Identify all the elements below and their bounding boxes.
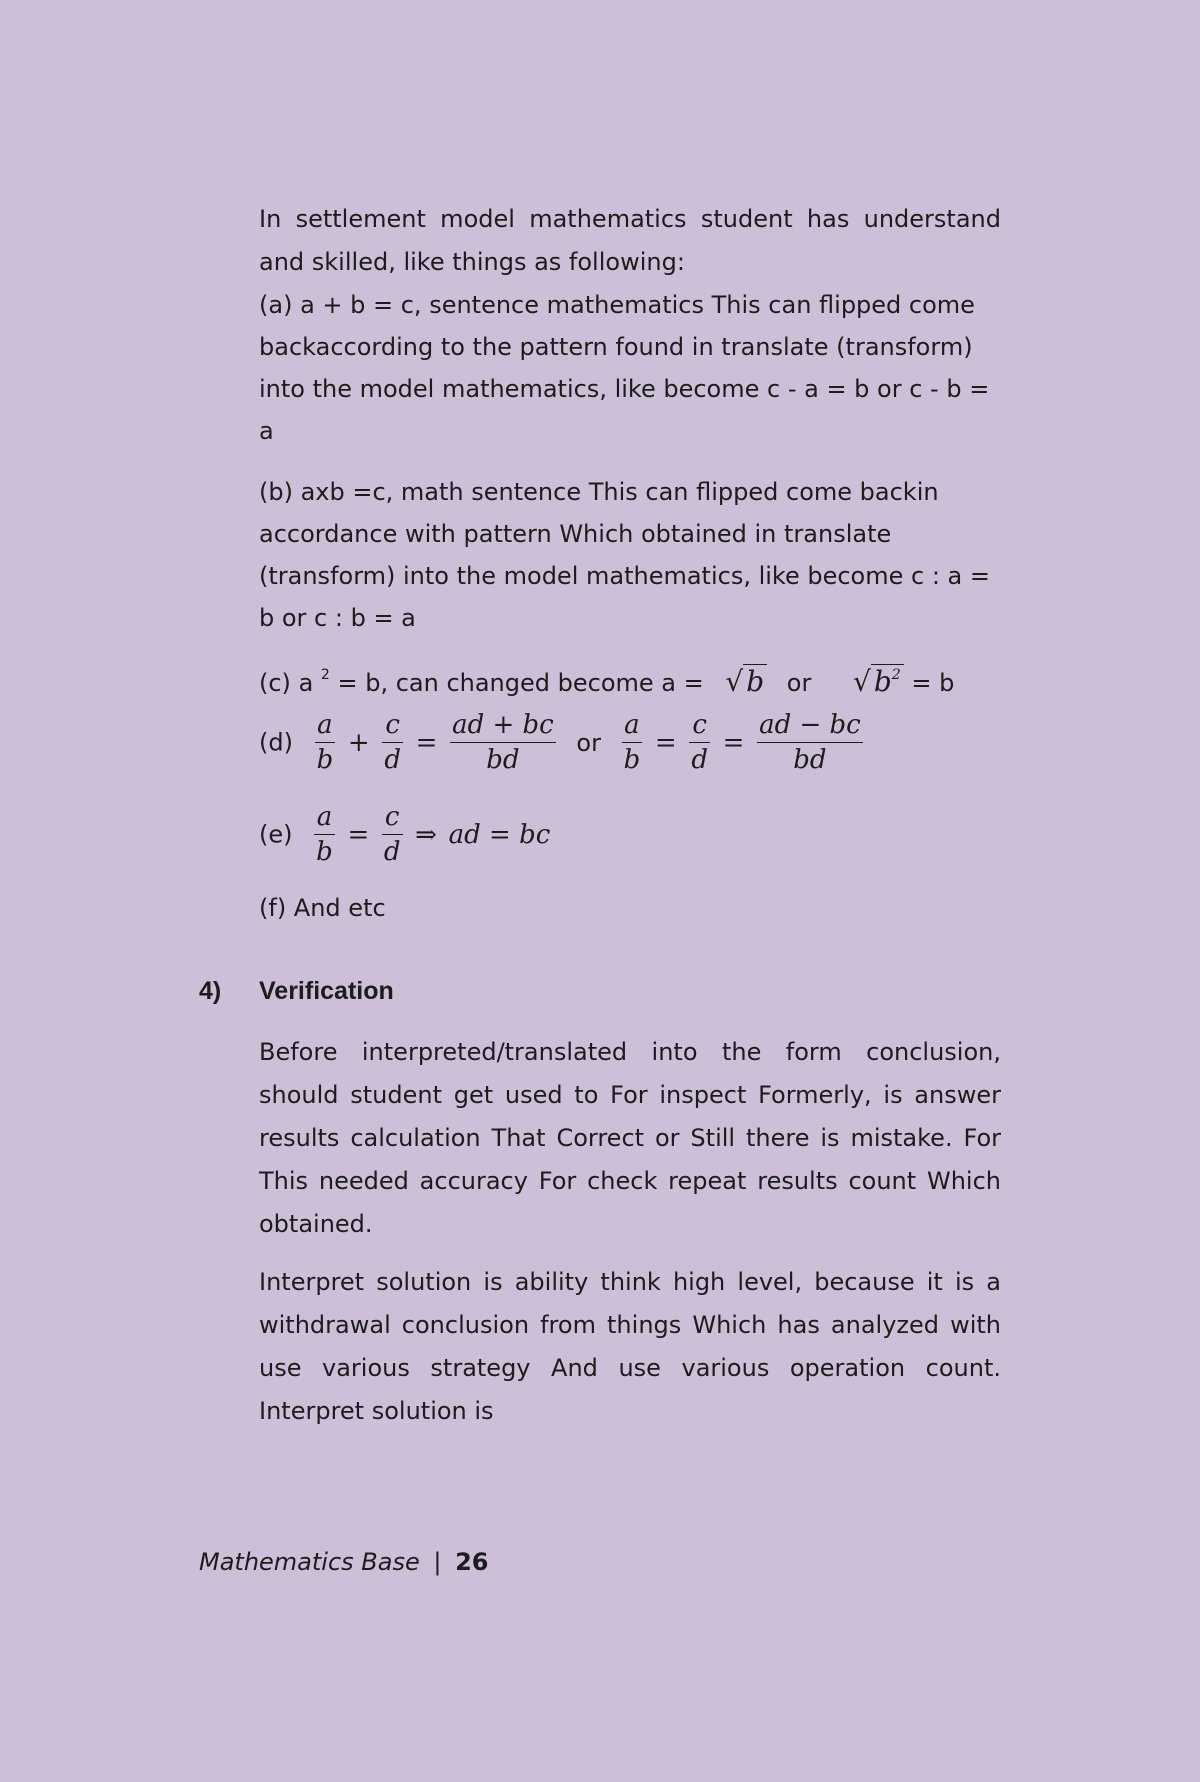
fraction: $\frac{c}{d}$ [383, 802, 401, 867]
item-c-superscript: 2 [320, 667, 330, 683]
page-number: 26 [455, 1548, 489, 1576]
item-c-tail: = b [911, 669, 955, 697]
item-e-label: (e) [259, 820, 293, 849]
item-c-text2: = b, can changed become a = [337, 669, 704, 697]
square-root-b-squared: √ $b^2$ [853, 664, 904, 698]
equals-operator: = [654, 727, 677, 758]
equals-operator: = [415, 727, 438, 758]
item-f: (f) And etc [259, 894, 386, 922]
fraction: $\frac{ad - bc}{bd}$ [759, 710, 861, 775]
item-c-text: a [298, 669, 321, 697]
item-e [259, 800, 552, 869]
item-a: (a) a + b = c, sentence mathematics This can flipped come backaccording to the pattern found in translate (transform) into the model mathematics, like become c - a = b or c - b = a [259, 291, 990, 445]
section-number: 4) [199, 977, 222, 1005]
implies-arrow: ⇒ [415, 819, 437, 850]
fraction: $\frac{c}{d}$ [384, 710, 401, 775]
fraction: $\frac{a}{b}$ [316, 710, 334, 775]
item-c [259, 660, 954, 698]
plus-operator: + [347, 727, 370, 758]
item-d-or: or [576, 728, 601, 757]
equals-operator: = [347, 819, 370, 850]
item-b: (b) axb =c, math sentence This can flipped come backin accordance with pattern Which obtained in translate (transform) into the model mathematics, like become c : a = b or c : b = a [259, 478, 990, 632]
item-c-or: or [786, 669, 812, 697]
verification-paragraph-1: Before interpreted/translated into the form conclusion, should student get used to For inspect Formerly, is answer results calculation That Correct or Still there is mistake. For This needed accuracy For check repeat results count Which obtained. [259, 1038, 1001, 1238]
footer-book-title: Mathematics Base [199, 1548, 420, 1576]
fraction: $\frac{a}{b}$ [623, 710, 641, 775]
fraction: $\frac{a}{b}$ [316, 802, 333, 867]
intro-paragraph: In settlement model mathematics student has understand and skilled, like things as following: [259, 205, 1001, 276]
square-root-b: √ b [725, 665, 767, 698]
fraction: $\frac{ad + bc}{bd}$ [452, 710, 554, 775]
item-e-result: ad = bc [448, 819, 551, 850]
section-title: Verification [259, 977, 394, 1005]
item-d-label: (d) [259, 728, 293, 757]
footer-separator: | [433, 1548, 442, 1576]
page-footer [199, 1548, 489, 1576]
item-c-label: (c) [259, 669, 291, 697]
item-d [259, 708, 866, 777]
equals-operator: = [722, 727, 745, 758]
verification-paragraph-2: Interpret solution is ability think high level, because it is a withdrawal conclusion from things Which has analyzed with use various strategy And use various operation count. Interpret solution is [259, 1268, 1001, 1425]
fraction: $\frac{c}{d}$ [691, 710, 708, 775]
